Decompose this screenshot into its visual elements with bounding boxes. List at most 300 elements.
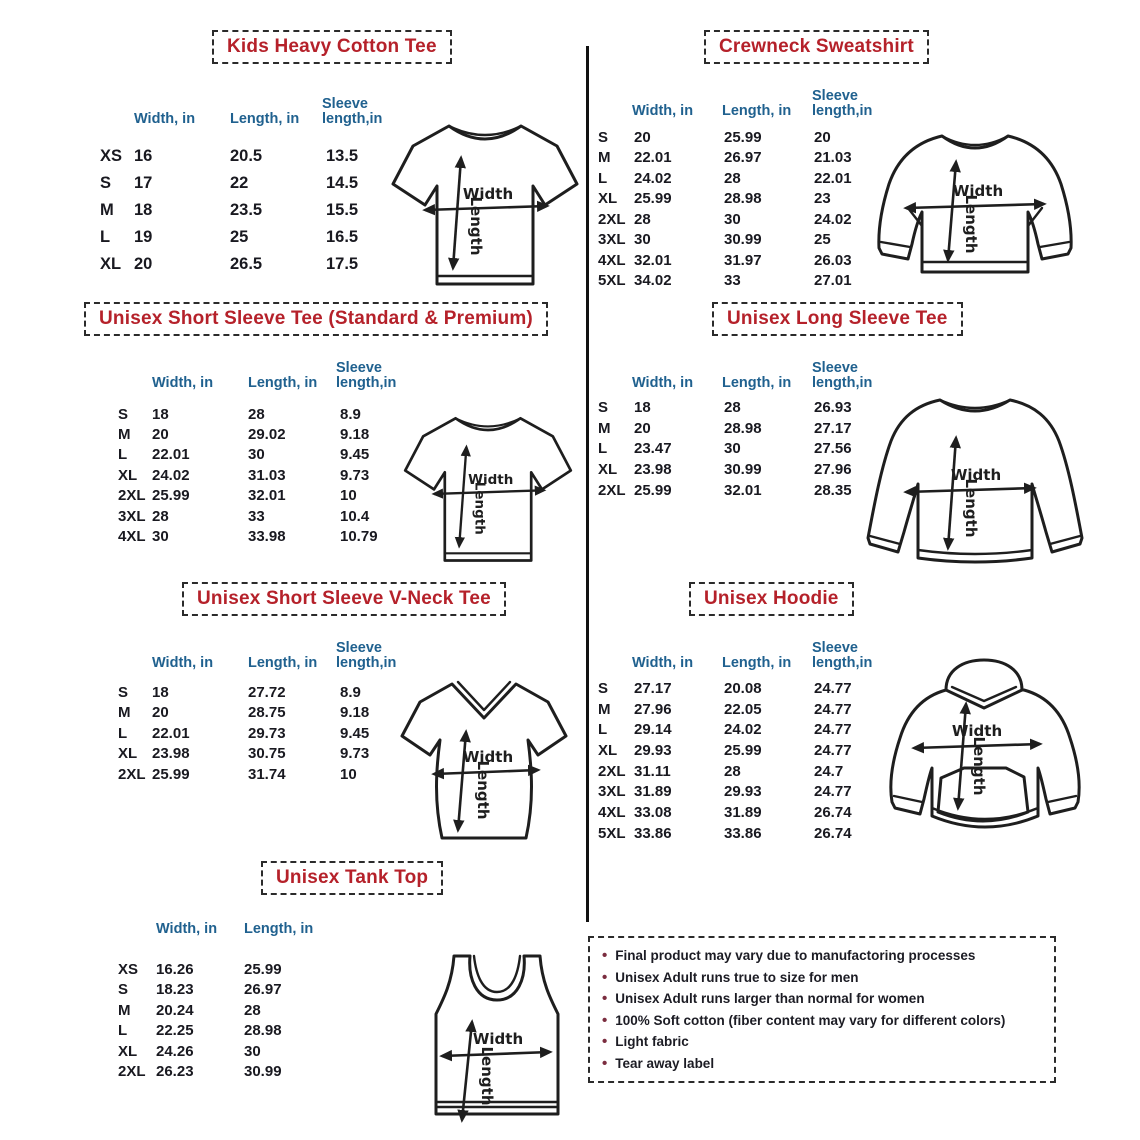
size-row xyxy=(82,197,402,224)
note-text: Final product may vary due to manufactoring processes xyxy=(615,948,976,963)
sleeve-value: 10 xyxy=(340,765,357,783)
note-item xyxy=(602,945,1042,967)
hoodie-illustration xyxy=(878,656,1092,860)
width-value: 19 xyxy=(134,228,153,246)
sleeve-value: 21.03 xyxy=(814,149,852,167)
size-row xyxy=(594,761,892,782)
length-value: 27.72 xyxy=(248,683,286,701)
width-value: 26.23 xyxy=(156,1063,194,1081)
section-title: Kids Heavy Cotton Tee xyxy=(212,30,452,64)
size-label: S xyxy=(598,679,609,697)
size-label: M xyxy=(598,149,611,167)
length-value: 30.99 xyxy=(724,231,762,249)
size-row xyxy=(100,682,412,703)
size-row xyxy=(100,1062,324,1083)
width-value: 25.99 xyxy=(634,190,672,208)
length-arrow-label: Length xyxy=(474,760,492,820)
table-header-row xyxy=(594,628,892,674)
sleeve-value: 23 xyxy=(814,190,831,208)
sleeve-value: 28.35 xyxy=(814,481,852,499)
length-value: 28 xyxy=(724,169,741,187)
length-arrow-label: Length xyxy=(478,1046,496,1106)
table-header-row xyxy=(82,84,402,130)
table-body xyxy=(82,143,402,278)
column-divider xyxy=(586,46,589,922)
length-value: 28.98 xyxy=(724,190,762,208)
length-value: 32.01 xyxy=(724,481,762,499)
sleeve-value: 9.73 xyxy=(340,466,370,484)
width-value: 18 xyxy=(634,398,651,416)
size-label: S xyxy=(100,174,112,192)
size-label: XS xyxy=(100,147,123,165)
width-value: 20.24 xyxy=(156,1001,194,1019)
width-value: 31.11 xyxy=(634,762,671,780)
width-value: 23.98 xyxy=(152,745,190,763)
size-label: L xyxy=(118,1022,128,1040)
width-value: 24.26 xyxy=(156,1042,194,1060)
sleeve-value: 24.77 xyxy=(814,741,852,759)
length-value: 25.99 xyxy=(244,960,282,978)
bullet-icon: • xyxy=(602,1033,608,1050)
size-table xyxy=(100,628,412,785)
size-table xyxy=(594,348,892,500)
note-text: 100% Soft cotton (fiber content may vary for different colors) xyxy=(615,1012,1006,1028)
width-arrow-label: Width xyxy=(951,722,1003,740)
size-label: XL xyxy=(598,190,618,208)
width-value: 24.02 xyxy=(152,466,190,484)
table-body xyxy=(100,404,412,547)
sleeve-value: 27.56 xyxy=(814,440,852,458)
size-row xyxy=(594,823,892,844)
width-value: 17 xyxy=(134,174,153,192)
size-row xyxy=(594,397,892,418)
size-label: S xyxy=(118,683,129,701)
length-value: 33 xyxy=(248,507,265,525)
size-row xyxy=(594,699,892,720)
size-row xyxy=(100,424,412,444)
sleeve-value: 9.45 xyxy=(340,724,370,742)
size-label: M xyxy=(118,426,131,444)
note-item xyxy=(602,967,1042,989)
length-value: 23.5 xyxy=(230,201,263,219)
size-label: M xyxy=(598,700,611,718)
size-table xyxy=(82,84,402,278)
width-value: 16 xyxy=(134,147,153,165)
column-header-width: Width, in xyxy=(134,111,196,128)
size-label: 3XL xyxy=(598,231,626,249)
note-text: Unisex Adult runs larger than normal for women xyxy=(615,991,925,1006)
length-value: 26.97 xyxy=(724,149,762,167)
column-header-sleeve: Sleeve length,in xyxy=(336,359,397,392)
length-value: 20.08 xyxy=(724,679,762,697)
size-row xyxy=(594,168,892,189)
width-arrow-label: Width xyxy=(950,466,1002,484)
size-row xyxy=(100,465,412,485)
size-label: M xyxy=(100,201,114,219)
width-value: 29.14 xyxy=(634,721,672,739)
column-header-sleeve: Sleeve length,in xyxy=(336,639,397,672)
sleeve-value: 9.18 xyxy=(340,704,370,722)
length-arrow-label: Length xyxy=(962,478,980,538)
length-value: 33 xyxy=(724,272,741,290)
column-header-length: Length, in xyxy=(230,111,300,128)
size-label: 5XL xyxy=(598,272,626,290)
size-label: XL xyxy=(100,255,122,273)
sleeve-value: 17.5 xyxy=(326,255,359,273)
size-label: M xyxy=(118,704,131,722)
section-title: Crewneck Sweatshirt xyxy=(704,30,929,64)
size-row xyxy=(82,251,402,278)
length-value: 29.73 xyxy=(248,724,286,742)
size-label: XL xyxy=(598,741,618,759)
width-value: 20 xyxy=(634,128,651,146)
size-label: S xyxy=(598,128,609,146)
length-arrow-label: Length xyxy=(962,194,980,254)
size-label: L xyxy=(118,446,128,464)
width-arrow-label: Width xyxy=(952,182,1004,200)
length-arrow-label: Length xyxy=(471,481,488,535)
column-header-width: Width, in xyxy=(152,375,214,392)
table-body xyxy=(594,397,892,500)
sleeve-value: 24.77 xyxy=(814,783,852,801)
size-row xyxy=(594,740,892,761)
width-value: 30 xyxy=(152,528,169,546)
length-value: 30.99 xyxy=(724,460,762,478)
length-value: 28 xyxy=(244,1001,261,1019)
size-label: 2XL xyxy=(598,210,626,228)
width-value: 34.02 xyxy=(634,272,672,290)
sleeve-value: 24.02 xyxy=(814,210,852,228)
size-row xyxy=(100,1000,324,1021)
note-text: Tear away label xyxy=(615,1055,715,1071)
size-row xyxy=(594,418,892,439)
sleeve-value: 10.79 xyxy=(340,528,378,546)
size-table xyxy=(594,628,892,844)
size-row xyxy=(594,459,892,480)
sleeve-value: 26.93 xyxy=(814,398,852,416)
size-row xyxy=(82,224,402,251)
sleeve-value: 27.01 xyxy=(814,272,852,290)
column-header-length: Length, in xyxy=(722,655,792,672)
sleeve-value: 10.4 xyxy=(340,507,370,525)
length-value: 30 xyxy=(724,440,741,458)
size-table xyxy=(100,908,324,1082)
width-value: 29.93 xyxy=(634,741,672,759)
length-value: 31.89 xyxy=(724,803,762,821)
size-row xyxy=(100,404,412,424)
size-label: L xyxy=(598,169,608,187)
size-label: 2XL xyxy=(118,487,146,505)
size-label: L xyxy=(100,228,111,246)
width-value: 16.26 xyxy=(156,960,194,978)
sleeve-value: 9.73 xyxy=(340,745,370,763)
sleeve-value: 24.77 xyxy=(814,700,852,718)
width-arrow-label: Width xyxy=(462,748,514,766)
column-header-sleeve: Sleeve length,in xyxy=(812,639,873,672)
length-value: 26.97 xyxy=(244,981,282,999)
width-value: 20 xyxy=(152,704,169,722)
bullet-icon: • xyxy=(602,947,608,964)
length-value: 20.5 xyxy=(230,147,263,165)
sleeve-value: 10 xyxy=(340,487,357,505)
column-header-length: Length, in xyxy=(722,375,792,392)
length-value: 22.05 xyxy=(724,700,762,718)
long-sleeve-tee-illustration xyxy=(858,386,1092,576)
table-body xyxy=(100,682,412,785)
sleeve-value: 16.5 xyxy=(326,228,359,246)
bullet-icon: • xyxy=(602,968,608,986)
length-value: 28.98 xyxy=(244,1022,282,1040)
sleeve-value: 24.77 xyxy=(814,679,852,697)
length-value: 30 xyxy=(724,210,741,228)
sleeve-value: 25 xyxy=(814,231,831,249)
sleeve-value: 9.45 xyxy=(340,446,370,464)
length-value: 33.86 xyxy=(724,824,762,842)
length-value: 30 xyxy=(244,1042,261,1060)
length-value: 32.01 xyxy=(248,487,286,505)
size-label: 3XL xyxy=(118,507,146,525)
sleeve-value: 24.7 xyxy=(814,762,844,780)
section-title: Unisex Short Sleeve Tee (Standard & Premium) xyxy=(84,302,548,336)
length-value: 29.02 xyxy=(248,426,286,444)
table-header-row xyxy=(100,348,412,394)
sleeve-value: 26.74 xyxy=(814,824,852,842)
sleeve-value: 26.74 xyxy=(814,803,852,821)
size-row xyxy=(82,143,402,170)
length-value: 31.97 xyxy=(724,251,762,269)
column-header-width: Width, in xyxy=(632,103,694,120)
column-header-length: Length, in xyxy=(248,375,318,392)
size-row xyxy=(100,1041,324,1062)
size-label: 3XL xyxy=(598,783,626,801)
length-value: 28 xyxy=(248,405,265,423)
width-value: 22.01 xyxy=(152,724,190,742)
table-body xyxy=(100,959,324,1082)
width-value: 18 xyxy=(152,683,169,701)
size-label: XL xyxy=(118,1042,138,1060)
table-header-row xyxy=(594,348,892,394)
length-value: 22 xyxy=(230,174,249,192)
length-value: 30.75 xyxy=(248,745,286,763)
size-row xyxy=(100,506,412,526)
bullet-icon: • xyxy=(602,1054,608,1072)
width-value: 18 xyxy=(134,201,153,219)
width-value: 18.23 xyxy=(156,981,194,999)
note-item xyxy=(602,1053,1042,1075)
size-row xyxy=(100,980,324,1001)
length-value: 25.99 xyxy=(724,128,762,146)
size-row xyxy=(594,438,892,459)
size-label: 2XL xyxy=(118,1063,146,1081)
size-row xyxy=(594,127,892,148)
size-label: S xyxy=(118,405,129,423)
length-value: 25.99 xyxy=(724,741,762,759)
size-label: XL xyxy=(118,466,138,484)
length-value: 28.98 xyxy=(724,419,762,437)
sleeve-value: 22.01 xyxy=(814,169,852,187)
size-row xyxy=(100,744,412,765)
length-value: 30 xyxy=(248,446,265,464)
bullet-icon: • xyxy=(602,990,608,1007)
column-header-length: Length, in xyxy=(244,921,314,938)
width-value: 27.96 xyxy=(634,700,672,718)
size-row xyxy=(594,480,892,501)
width-value: 24.02 xyxy=(634,169,672,187)
width-value: 22.25 xyxy=(156,1022,194,1040)
size-label: M xyxy=(598,419,611,437)
length-value: 28.75 xyxy=(248,704,286,722)
width-value: 22.01 xyxy=(634,149,672,167)
column-header-width: Width, in xyxy=(156,921,218,938)
width-value: 33.86 xyxy=(634,824,672,842)
v-neck-tee-illustration xyxy=(396,670,572,848)
length-value: 30.99 xyxy=(244,1063,282,1081)
size-label: 2XL xyxy=(118,765,146,783)
sleeve-value: 8.9 xyxy=(340,405,361,423)
size-row xyxy=(594,719,892,740)
short-sleeve-tee-illustration xyxy=(385,106,585,292)
length-value: 31.74 xyxy=(248,765,286,783)
size-row xyxy=(594,781,892,802)
size-row xyxy=(594,250,892,271)
sleeve-value: 13.5 xyxy=(326,147,359,165)
crewneck-sweatshirt-illustration xyxy=(864,120,1086,302)
section-title: Unisex Hoodie xyxy=(689,582,854,616)
size-label: L xyxy=(598,721,608,739)
sleeve-value: 14.5 xyxy=(326,174,359,192)
size-row xyxy=(594,802,892,823)
length-value: 33.98 xyxy=(248,528,286,546)
width-arrow-label: Width xyxy=(462,185,514,203)
sleeve-value: 27.96 xyxy=(814,460,852,478)
size-row xyxy=(594,189,892,210)
table-header-row xyxy=(100,908,324,940)
column-header-width: Width, in xyxy=(152,655,214,672)
size-label: S xyxy=(118,981,129,999)
width-value: 25.99 xyxy=(152,487,190,505)
note-item xyxy=(602,1031,1042,1053)
size-row xyxy=(100,445,412,465)
width-value: 28 xyxy=(152,507,169,525)
size-label: XL xyxy=(598,460,618,478)
size-row xyxy=(100,959,324,980)
table-header-row xyxy=(594,76,892,122)
sleeve-value: 8.9 xyxy=(340,683,361,701)
length-value: 29.93 xyxy=(724,783,762,801)
note-item xyxy=(602,988,1042,1010)
product-notes-box xyxy=(588,936,1056,1083)
length-value: 28 xyxy=(724,398,741,416)
size-row xyxy=(594,678,892,699)
column-header-sleeve: Sleeve length,in xyxy=(322,95,383,128)
width-value: 20 xyxy=(134,255,153,273)
column-header-length: Length, in xyxy=(248,655,318,672)
length-value: 28 xyxy=(724,762,741,780)
sleeve-value: 24.77 xyxy=(814,721,852,739)
width-value: 25.99 xyxy=(152,765,190,783)
column-header-width: Width, in xyxy=(632,655,694,672)
length-value: 26.5 xyxy=(230,255,263,273)
width-value: 27.17 xyxy=(634,679,672,697)
length-arrow-label: Length xyxy=(970,736,988,796)
size-label: 5XL xyxy=(598,824,626,842)
size-label: 4XL xyxy=(598,251,626,269)
size-label: L xyxy=(118,724,128,742)
bullet-icon: • xyxy=(602,1011,608,1029)
size-row xyxy=(100,703,412,724)
size-label: 4XL xyxy=(118,528,146,546)
length-value: 24.02 xyxy=(724,721,762,739)
table-body xyxy=(594,127,892,291)
size-label: 4XL xyxy=(598,803,626,821)
length-value: 25 xyxy=(230,228,249,246)
sleeve-value: 27.17 xyxy=(814,419,852,437)
size-row xyxy=(100,1021,324,1042)
size-row xyxy=(594,148,892,169)
width-value: 30 xyxy=(634,231,651,249)
column-header-width: Width, in xyxy=(632,375,694,392)
length-arrow-label: Length xyxy=(467,196,485,256)
size-label: M xyxy=(118,1001,131,1019)
sleeve-value: 15.5 xyxy=(326,201,359,219)
size-label: 2XL xyxy=(598,481,626,499)
sleeve-value: 26.03 xyxy=(814,251,852,269)
width-value: 22.01 xyxy=(152,446,190,464)
column-header-length: Length, in xyxy=(722,103,792,120)
section-title: Unisex Short Sleeve V-Neck Tee xyxy=(182,582,506,616)
table-header-row xyxy=(100,628,412,674)
note-text: Light fabric xyxy=(615,1034,689,1049)
width-value: 20 xyxy=(152,426,169,444)
size-row xyxy=(594,230,892,251)
size-row xyxy=(594,271,892,292)
note-text: Unisex Adult runs true to size for men xyxy=(615,969,859,985)
length-value: 31.03 xyxy=(248,466,286,484)
size-row xyxy=(100,526,412,546)
column-header-sleeve: Sleeve length,in xyxy=(812,87,873,120)
size-label: L xyxy=(598,440,608,458)
sleeve-value: 20 xyxy=(814,128,831,146)
table-body xyxy=(594,678,892,844)
size-row xyxy=(100,486,412,506)
size-table xyxy=(100,348,412,547)
width-value: 23.98 xyxy=(634,460,672,478)
section-title: Unisex Tank Top xyxy=(261,861,443,895)
width-value: 20 xyxy=(634,419,651,437)
size-label: XL xyxy=(118,745,138,763)
size-row xyxy=(100,723,412,744)
short-sleeve-tee-illustration xyxy=(398,398,578,570)
width-value: 31.89 xyxy=(634,783,672,801)
width-arrow-label: Width xyxy=(468,472,514,488)
sleeve-value: 9.18 xyxy=(340,426,370,444)
size-row xyxy=(594,209,892,230)
width-value: 33.08 xyxy=(634,803,672,821)
width-value: 18 xyxy=(152,405,169,423)
size-row xyxy=(82,170,402,197)
width-value: 32.01 xyxy=(634,251,672,269)
width-value: 25.99 xyxy=(634,481,672,499)
size-label: XS xyxy=(118,960,139,978)
section-title: Unisex Long Sleeve Tee xyxy=(712,302,963,336)
size-row xyxy=(100,764,412,785)
note-item xyxy=(602,1010,1042,1032)
size-table xyxy=(594,76,892,291)
width-value: 28 xyxy=(634,210,651,228)
size-label: S xyxy=(598,398,609,416)
size-label: 2XL xyxy=(598,762,626,780)
tank-top-illustration xyxy=(410,944,582,1128)
